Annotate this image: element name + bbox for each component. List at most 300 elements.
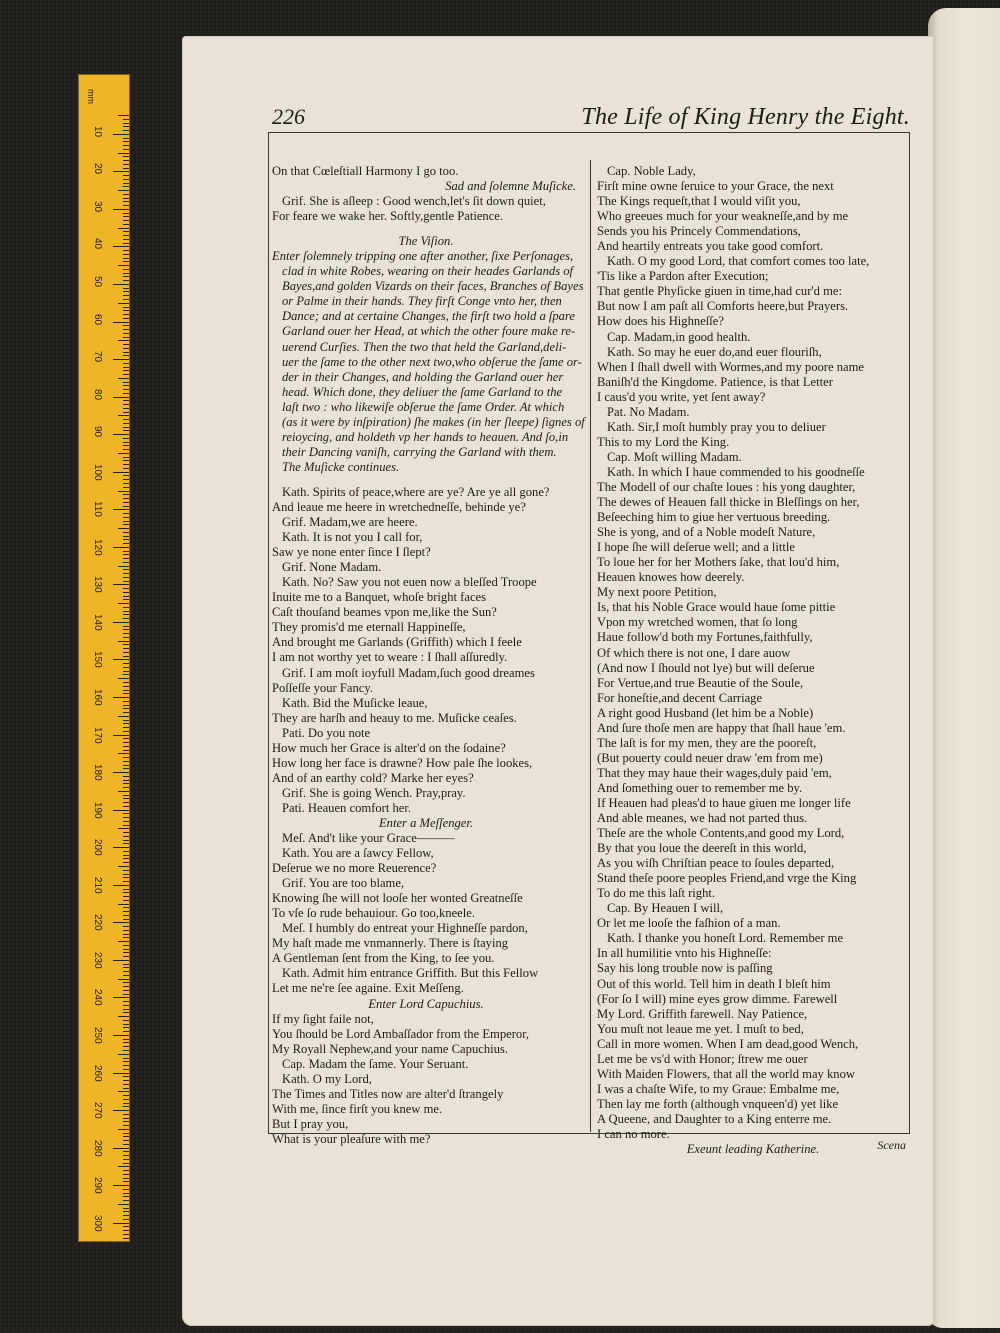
left-column-line: Kath. Bid the Muſicke leaue, [282, 695, 428, 710]
ruler-tick [123, 746, 129, 747]
ruler-tick [123, 314, 129, 315]
right-column-line: Stand theſe poore peoples Friend,and vrge the King [597, 871, 857, 886]
left-column-line: Poſſeſſe your Fancy. [272, 680, 373, 695]
left-column-line: To vſe ſo rude behauiour. Go too,kneele. [272, 906, 476, 921]
right-column-line: That they may haue their wages,duly paid 'em, [597, 765, 832, 780]
ruler-tick [123, 419, 129, 420]
right-column-line: The Modell of our chaſte loues : his yong daughter, [597, 479, 856, 494]
left-column-line: Enter Lord Capuchius. [368, 996, 484, 1011]
left-column-line: Enter a Meſſenger. [378, 815, 474, 830]
ruler-tick [113, 847, 129, 848]
right-column-line: Cap. Madam,in good health. [607, 329, 751, 344]
ruler-tick [123, 798, 129, 799]
column-divider [590, 160, 591, 1132]
left-column-line: head. Which done, they deliuer the ſame Garland to the [282, 384, 563, 399]
ruler-tick [123, 693, 129, 694]
ruler-tick [123, 374, 129, 375]
ruler-tick [123, 832, 129, 833]
ruler-tick [123, 423, 129, 424]
ruler-tick [123, 1170, 129, 1171]
right-column-line: Let me be vs'd with Honor; ſtrew me ouer [597, 1051, 808, 1066]
right-column-line: Call in more women. When I am dead,good Wench, [597, 1036, 859, 1051]
left-column-line [272, 475, 580, 485]
right-column-line: For honeſtie,and decent Carriage [597, 690, 763, 705]
ruler-tick [118, 716, 129, 717]
ruler-tick [123, 539, 129, 540]
ruler-tick [123, 644, 129, 645]
ruler-tick [123, 536, 129, 537]
ruler-tick [118, 1016, 129, 1017]
right-column-line: Cap. Moſt willing Madam. [607, 449, 742, 464]
ruler-tick [123, 231, 129, 232]
right-column-line: I can no more. [597, 1127, 670, 1141]
right-column-line: Of which there is not one, I dare auow [597, 645, 791, 660]
ruler-tick [123, 843, 129, 844]
ruler-tick [123, 288, 129, 289]
ruler-tick [123, 273, 129, 274]
ruler-tick-label: 180 [92, 764, 103, 781]
ruler-tick [123, 487, 129, 488]
ruler-tick [113, 171, 129, 172]
left-column-line: But I pray you, [272, 1116, 349, 1131]
ruler-tick [123, 1024, 129, 1025]
ruler-tick [113, 246, 129, 247]
ruler-tick-label: 100 [92, 463, 103, 481]
right-column-line: Firſt mine owne ſeruice to your Grace, the next [597, 179, 834, 194]
right-column-line: A Queene, and Daughter to a King enterre me. [597, 1111, 832, 1126]
left-column-line: Knowing ſhe will not looſe her wonted Greatneſſe [272, 891, 523, 906]
ruler-tick [123, 611, 129, 612]
ruler-tick [123, 1020, 129, 1021]
ruler-tick [118, 453, 129, 454]
ruler-tick-label: 120 [92, 538, 103, 556]
right-column-line: And ſomething ouer to remember me by. [597, 780, 803, 795]
ruler-tick [123, 250, 129, 251]
ruler-tick [123, 629, 129, 630]
left-column-line: uerend Curſies. Then the two that held the Garland,deli- [282, 339, 567, 354]
left-column-line: How long her face is drawne? How pale ſhe lookes, [272, 755, 533, 770]
ruler-tick [123, 1106, 129, 1107]
ruler-tick [123, 1181, 129, 1182]
right-column-line: Heauen knowes how deerely. [597, 570, 745, 585]
ruler-tick [123, 765, 129, 766]
ruler-tick [118, 791, 129, 792]
ruler-tick [123, 919, 129, 920]
ruler-tick [123, 712, 129, 713]
ruler-tick [118, 153, 129, 154]
ruler-tick [118, 566, 129, 567]
ruler-tick [118, 1054, 129, 1055]
right-column-line: The laſt is for my men, they are the pooreſt, [597, 735, 817, 750]
ruler-tick [123, 1178, 129, 1179]
ruler-tick [118, 1129, 129, 1130]
ruler-tick [118, 1204, 129, 1205]
left-column-line: Dance; and at certaine Changes, the firſt two hold a ſpare [282, 309, 576, 324]
ruler-tick [123, 862, 129, 863]
ruler-tick [123, 348, 129, 349]
ruler-tick [123, 742, 129, 743]
ruler-tick [123, 930, 129, 931]
ruler-tick [123, 787, 129, 788]
ruler-tick [123, 235, 129, 236]
ruler-tick [123, 573, 129, 574]
ruler-tick [123, 776, 129, 777]
right-column-line: By that you loue the deereſt in this world, [597, 841, 807, 856]
ruler-tick [123, 971, 129, 972]
left-column-line: Enter ſolemnely tripping one after another, ſixe Perſonages, [272, 249, 574, 264]
ruler-tick-label: 230 [92, 951, 103, 969]
ruler-tick [123, 911, 129, 912]
ruler-tick-label: 20 [92, 163, 103, 175]
ruler-tick [113, 1073, 129, 1074]
ruler-tick [123, 442, 129, 443]
ruler-tick [123, 385, 129, 386]
ruler-tick [113, 509, 129, 510]
ruler-tick-label: 170 [92, 726, 103, 744]
ruler-tick [123, 1027, 129, 1028]
right-column-line: My next poore Petition, [597, 585, 717, 600]
left-column-line: uer the ſame to the other next two,who obſerue the ſame or- [282, 354, 582, 369]
right-column-line: I caus'd you write, yet ſent away? [597, 389, 766, 404]
ruler-tick [123, 915, 129, 916]
ruler-tick [113, 284, 129, 285]
right-column-line: (For ſo I will) mine eyes grow dimme. Farewell [597, 991, 838, 1006]
left-column-line: Deſerue we no more Reuerence? [272, 861, 437, 876]
ruler-tick [113, 434, 129, 435]
ruler-tick [123, 276, 129, 277]
left-column-line: You ſhould be Lord Ambaſſador from the Emperor, [272, 1026, 530, 1041]
ruler-tick [123, 1200, 129, 1201]
ruler-tick [118, 866, 129, 867]
right-column-line: Cap. By Heauen I will, [607, 901, 724, 916]
right-column-line: Who greeues much for your weakneſſe,and by me [597, 209, 849, 224]
ruler-tick [123, 1039, 129, 1040]
left-column-line: clad in white Robes, wearing on their heades Garlands of [282, 264, 574, 279]
left-column-line: My haſt made me vnmannerly. There is ſtaying [272, 936, 509, 951]
ruler-tick [123, 1208, 129, 1209]
left-column-line: Kath. Admit him entrance Griffith. But this Fellow [282, 966, 539, 981]
ruler-tick [123, 457, 129, 458]
ruler-tick [123, 607, 129, 608]
ruler-tick [123, 449, 129, 450]
ruler-tick [123, 186, 129, 187]
ruler-tick [123, 254, 129, 255]
ruler-tick [123, 318, 129, 319]
ruler-tick [123, 806, 129, 807]
ruler-tick [123, 750, 129, 751]
ruler-tick [123, 404, 129, 405]
ruler-tick-label: 70 [92, 351, 103, 363]
ruler-tick-label: 240 [92, 989, 103, 1007]
ruler-tick [118, 678, 129, 679]
ruler-tick [123, 460, 129, 461]
ruler-tick [123, 907, 129, 908]
left-column-line: Kath. O my Lord, [282, 1071, 372, 1086]
ruler-tick [123, 400, 129, 401]
ruler-tick [123, 626, 129, 627]
ruler-tick [118, 228, 129, 229]
ruler-tick [123, 851, 129, 852]
ruler-tick [123, 1005, 129, 1006]
ruler-tick [123, 881, 129, 882]
ruler-tick [123, 1238, 129, 1239]
ruler-tick [118, 1242, 129, 1243]
right-column-line: Beſeeching him to giue her vertuous breeding. [597, 510, 831, 525]
left-column-line: For feare we wake her. Softly,gentle Patience. [272, 209, 504, 224]
ruler-tick [123, 502, 129, 503]
ruler-tick [123, 468, 129, 469]
ruler-tick [123, 412, 129, 413]
right-column-line: A right good Husband (let him be a Noble) [597, 705, 814, 720]
left-column-line: Pati. Do you note [282, 725, 371, 740]
right-column-line: And able meanes, we had not parted thus. [597, 811, 808, 826]
ruler-tick [123, 1133, 129, 1134]
ruler-tick [123, 1189, 129, 1190]
ruler-tick [118, 491, 129, 492]
left-column-line: They promis'd me eternall Happineſſe, [272, 620, 466, 635]
ruler-tick [118, 979, 129, 980]
ruler-tick-label: 210 [92, 876, 103, 894]
left-column-line: Garland ouer her Head, at which the other foure make re- [282, 324, 576, 339]
ruler-tick [118, 303, 129, 304]
ruler-tick [118, 641, 129, 642]
ruler-tick [113, 322, 129, 323]
left-column-line: Inuite me to a Banquet, whoſe bright faces [272, 590, 487, 605]
ruler-tick [118, 1091, 129, 1092]
ruler-tick [123, 581, 129, 582]
ruler-tick [118, 378, 129, 379]
ruler-tick [123, 1058, 129, 1059]
ruler-tick [123, 1031, 129, 1032]
right-column-line: Kath. I thanke you honeſt Lord. Remember me [607, 931, 844, 946]
ruler-tick [123, 1163, 129, 1164]
ruler-tick [123, 1230, 129, 1231]
ruler-tick [123, 198, 129, 199]
ruler-tick [123, 896, 129, 897]
ruler-tick [123, 130, 129, 131]
ruler-tick [123, 618, 129, 619]
ruler-tick [123, 663, 129, 664]
left-column-line: Grif. She is going Wench. Pray,pray. [282, 785, 466, 800]
ruler-unit-label: mm [86, 89, 96, 104]
ruler-tick [123, 1151, 129, 1152]
ruler-tick [123, 952, 129, 953]
ruler-tick [123, 224, 129, 225]
ruler-tick [123, 975, 129, 976]
ruler-tick [123, 945, 129, 946]
ruler-tick-label: 40 [92, 238, 103, 250]
left-column-line: Grif. Madam,we are heere. [282, 515, 418, 530]
left-column-line: laſt two : who likewiſe obſerue the ſame Order. At which [282, 399, 565, 414]
ruler-tick [123, 795, 129, 796]
right-column-line: As you wiſh Chriſtian peace to ſoules departed, [597, 856, 835, 871]
ruler-tick [123, 554, 129, 555]
ruler-tick [123, 990, 129, 991]
ruler-tick [123, 506, 129, 507]
ruler-tick [123, 513, 129, 514]
ruler-tick [123, 543, 129, 544]
right-column-line: For Vertue,and true Beautie of the Soule, [597, 675, 804, 690]
right-column-line: Haue follow'd both my Fortunes,faithfully, [597, 630, 813, 645]
ruler-tick [123, 445, 129, 446]
ruler-tick [123, 532, 129, 533]
ruler-tick-label: 130 [92, 576, 103, 594]
left-column-line: Kath. You are a ſawcy Fellow, [282, 846, 434, 861]
ruler-tick [123, 258, 129, 259]
ruler-tick [123, 1099, 129, 1100]
ruler-tick [123, 889, 129, 890]
ruler-tick [123, 926, 129, 927]
right-column-line: Then lay me forth (although vnqueen'd) yet like [597, 1096, 839, 1111]
ruler-tick [123, 179, 129, 180]
ruler-tick [123, 382, 129, 383]
ruler-tick [113, 209, 129, 210]
ruler-tick [123, 821, 129, 822]
ruler-tick [123, 877, 129, 878]
ruler-tick [118, 340, 129, 341]
ruler-tick [123, 949, 129, 950]
left-column-line: And brought me Garlands (Griffith) which I feele [272, 635, 522, 650]
ruler-tick [123, 727, 129, 728]
right-column-line: (But pouerty could neuer draw 'em from me) [597, 750, 823, 765]
ruler-tick [123, 701, 129, 702]
right-column-line: Out of this world. Tell him in death I bleſt him [597, 976, 831, 991]
ruler-tick-label: 80 [92, 388, 103, 400]
right-column-line: Kath. O my good Lord, that comfort comes too late, [607, 254, 870, 269]
ruler-tick [123, 967, 129, 968]
ruler-tick [113, 1223, 129, 1224]
ruler-tick [123, 648, 129, 649]
ruler-tick [113, 1148, 129, 1149]
ruler-tick [123, 1118, 129, 1119]
ruler-tick-label: 90 [92, 426, 103, 438]
ruler-tick [123, 562, 129, 563]
ruler-tick [123, 802, 129, 803]
ruler-tick [123, 1042, 129, 1043]
ruler-tick [123, 524, 129, 525]
adjacent-page [928, 8, 1000, 1328]
ruler-tick-label: 150 [92, 651, 103, 669]
ruler-tick [113, 1035, 129, 1036]
page-number: 226 [272, 104, 305, 129]
ruler-tick [123, 430, 129, 431]
left-column-line: Kath. Spirits of peace,where are ye? Are ye all gone? [282, 484, 550, 499]
left-column-line: The Viſion. [398, 234, 454, 249]
ruler-tick [123, 577, 129, 578]
ruler-tick [113, 134, 129, 135]
ruler-tick [123, 836, 129, 837]
ruler-tick [123, 682, 129, 683]
ruler-tick [123, 498, 129, 499]
ruler-tick [123, 325, 129, 326]
measuring-ruler [78, 74, 130, 1242]
ruler-tick [123, 1121, 129, 1122]
ruler-tick [123, 119, 129, 120]
ruler-tick [113, 659, 129, 660]
right-column-line: This to my Lord the King. [597, 434, 730, 449]
ruler-tick [123, 1076, 129, 1077]
ruler-tick [123, 216, 129, 217]
ruler-tick [123, 483, 129, 484]
ruler-tick [123, 855, 129, 856]
right-column-line: Pat. No Madam. [607, 404, 690, 419]
left-column-line: I am not worthy yet to weare : I ſhall aſſuredly. [272, 650, 508, 665]
left-column-line: What is your pleaſure with me? [272, 1131, 431, 1146]
ruler-tick [118, 603, 129, 604]
left-column-line: Caſt thouſand beames vpon me,like the Sun? [272, 605, 497, 620]
ruler-tick-label: 250 [92, 1026, 103, 1044]
right-column-line: And ſure thoſe men are happy that ſhall haue 'em. [597, 720, 846, 735]
right-column-line: (And now I ſhould not lye) but will deſerue [597, 660, 815, 675]
right-column-line: She is yong, and of a Noble modeſt Nature, [597, 525, 816, 540]
ruler-tick [123, 1050, 129, 1051]
ruler-tick [123, 768, 129, 769]
left-column-line: or Palme in their hands. They firſt Conge vnto her, then [282, 294, 562, 309]
ruler-tick-label: 10 [92, 125, 103, 137]
left-column-line: Grif. None Madam. [282, 560, 382, 575]
ruler-tick [123, 1080, 129, 1081]
ruler-tick [123, 494, 129, 495]
ruler-tick [123, 551, 129, 552]
ruler-tick [113, 472, 129, 473]
ruler-tick-label: 300 [92, 1214, 103, 1232]
left-column-line: A Gentleman ſent from the King, to ſee you. [272, 951, 495, 966]
ruler-tick [123, 1155, 129, 1156]
ruler-tick [123, 475, 129, 476]
right-column-line: Vpon my wretched women, that ſo long [597, 615, 798, 630]
ruler-tick [123, 1136, 129, 1137]
ruler-tick [123, 667, 129, 668]
left-column-line: Kath. It is not you I call for, [282, 530, 423, 545]
ruler-tick [123, 964, 129, 965]
ruler-tick-label: 270 [92, 1102, 103, 1119]
left-column-line: Sad and ſolemne Muſicke. [445, 179, 576, 194]
right-column [597, 164, 909, 1157]
ruler-tick [118, 265, 129, 266]
ruler-tick [123, 757, 129, 758]
ruler-tick [123, 1009, 129, 1010]
right-column-line: Kath. So may he euer do,and euer flouriſh, [607, 344, 822, 359]
left-column-line: Kath. No? Saw you not euen now a bleſſed Troope [282, 575, 537, 590]
ruler-tick [123, 637, 129, 638]
ruler-tick [123, 892, 129, 893]
left-column-line: They are harſh and heauy to me. Muſicke ceaſes. [272, 710, 517, 725]
ruler-tick [123, 1103, 129, 1104]
left-column-line: The Muſicke continues. [282, 459, 400, 474]
right-column-line: How does his Highneſſe? [597, 314, 724, 329]
ruler-tick-label: 140 [92, 613, 103, 631]
right-column-line: I hope ſhe will deſerue well; and a little [597, 540, 795, 555]
ruler-tick [123, 352, 129, 353]
ruler-tick-label: 110 [92, 501, 103, 518]
ruler-tick [123, 937, 129, 938]
ruler-tick-label: 280 [92, 1139, 103, 1157]
left-column-line: Saw ye none enter ſince I ſlept? [272, 545, 431, 560]
ruler-tick [123, 1046, 129, 1047]
ruler-tick [123, 239, 129, 240]
ruler-tick [118, 115, 129, 116]
ruler-tick [123, 1069, 129, 1070]
left-column-line: Let me ne're ſee againe. Exit Meſſeng. [272, 981, 464, 996]
ruler-tick [118, 941, 129, 942]
ruler-tick [123, 761, 129, 762]
ruler-tick [123, 269, 129, 270]
ruler-tick [113, 622, 129, 623]
left-column-line [272, 224, 580, 234]
ruler-tick [123, 1196, 129, 1197]
ruler-tick [123, 329, 129, 330]
right-column-line: The Kings requeſt,that I would viſit you, [597, 194, 801, 209]
